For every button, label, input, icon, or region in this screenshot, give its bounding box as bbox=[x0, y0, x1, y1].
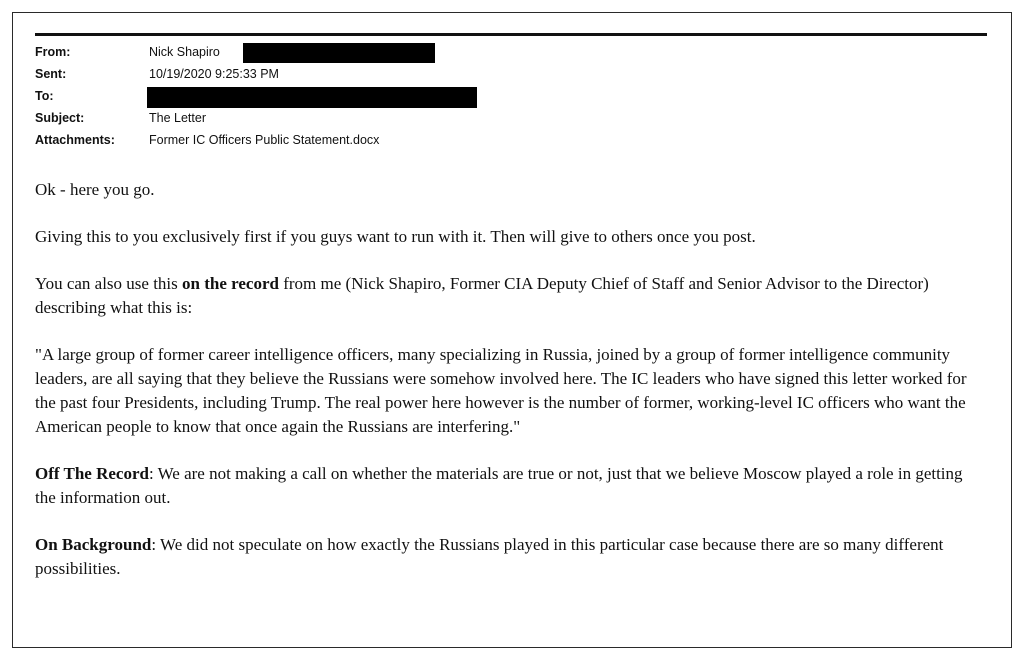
attachments-label: Attachments: bbox=[35, 133, 115, 147]
email-document bbox=[12, 12, 1012, 648]
sent-label: Sent: bbox=[35, 67, 67, 81]
background-bold: On Background bbox=[35, 535, 152, 554]
email-body bbox=[35, 178, 985, 581]
sent-value: 10/19/2020 9:25:33 PM bbox=[149, 67, 279, 81]
body-paragraph-exclusive bbox=[35, 225, 985, 249]
body-paragraph-off-record bbox=[35, 462, 985, 510]
on-record-bold: on the record bbox=[182, 274, 279, 293]
greeting-text: Ok - here you go. bbox=[35, 180, 155, 199]
on-record-rest-text: from me (Nick Shapiro, Former CIA Deputy Chief of Staff and Senior Advisor to the Director) describing what this is: bbox=[35, 274, 929, 317]
exclusive-text: Giving this to you exclusively first if you guys want to run with it. Then will give to others once you post. bbox=[35, 227, 756, 246]
body-paragraph-quote bbox=[35, 343, 985, 439]
body-paragraph-greeting bbox=[35, 178, 985, 202]
from-redaction bbox=[243, 43, 435, 63]
from-value: Nick Shapiro bbox=[149, 45, 220, 59]
body-paragraph-background bbox=[35, 533, 985, 581]
subject-value: The Letter bbox=[149, 111, 206, 125]
attachment-filename: Former IC Officers Public Statement.docx bbox=[149, 133, 380, 147]
from-label: From: bbox=[35, 45, 71, 59]
subject-label: Subject: bbox=[35, 111, 85, 125]
off-record-bold: Off The Record bbox=[35, 464, 149, 483]
header-divider bbox=[35, 33, 987, 36]
body-paragraph-on-record bbox=[35, 272, 985, 320]
to-redaction bbox=[147, 87, 477, 108]
to-label: To: bbox=[35, 89, 54, 103]
off-record-text: : We are not making a call on whether the materials are true or not, just that we believe Moscow played a role in getting the information out. bbox=[35, 464, 963, 507]
on-record-lead-text: You can also use this bbox=[35, 274, 183, 293]
quote-text: "A large group of former career intelligence officers, many specializing in Russia, joined by a group of former intelligence community leaders, are all saying that they believe the Russians were somehow involved here. The IC leaders who have signed this letter worked for the past four Presidents, including Trump. The real power here however is the number of former, working-level IC officers who want the American people to know that once again the Russians are interfering." bbox=[35, 345, 967, 436]
background-text: : We did not speculate on how exactly the Russians played in this particular case because there are so many different possibilities. bbox=[35, 535, 944, 578]
